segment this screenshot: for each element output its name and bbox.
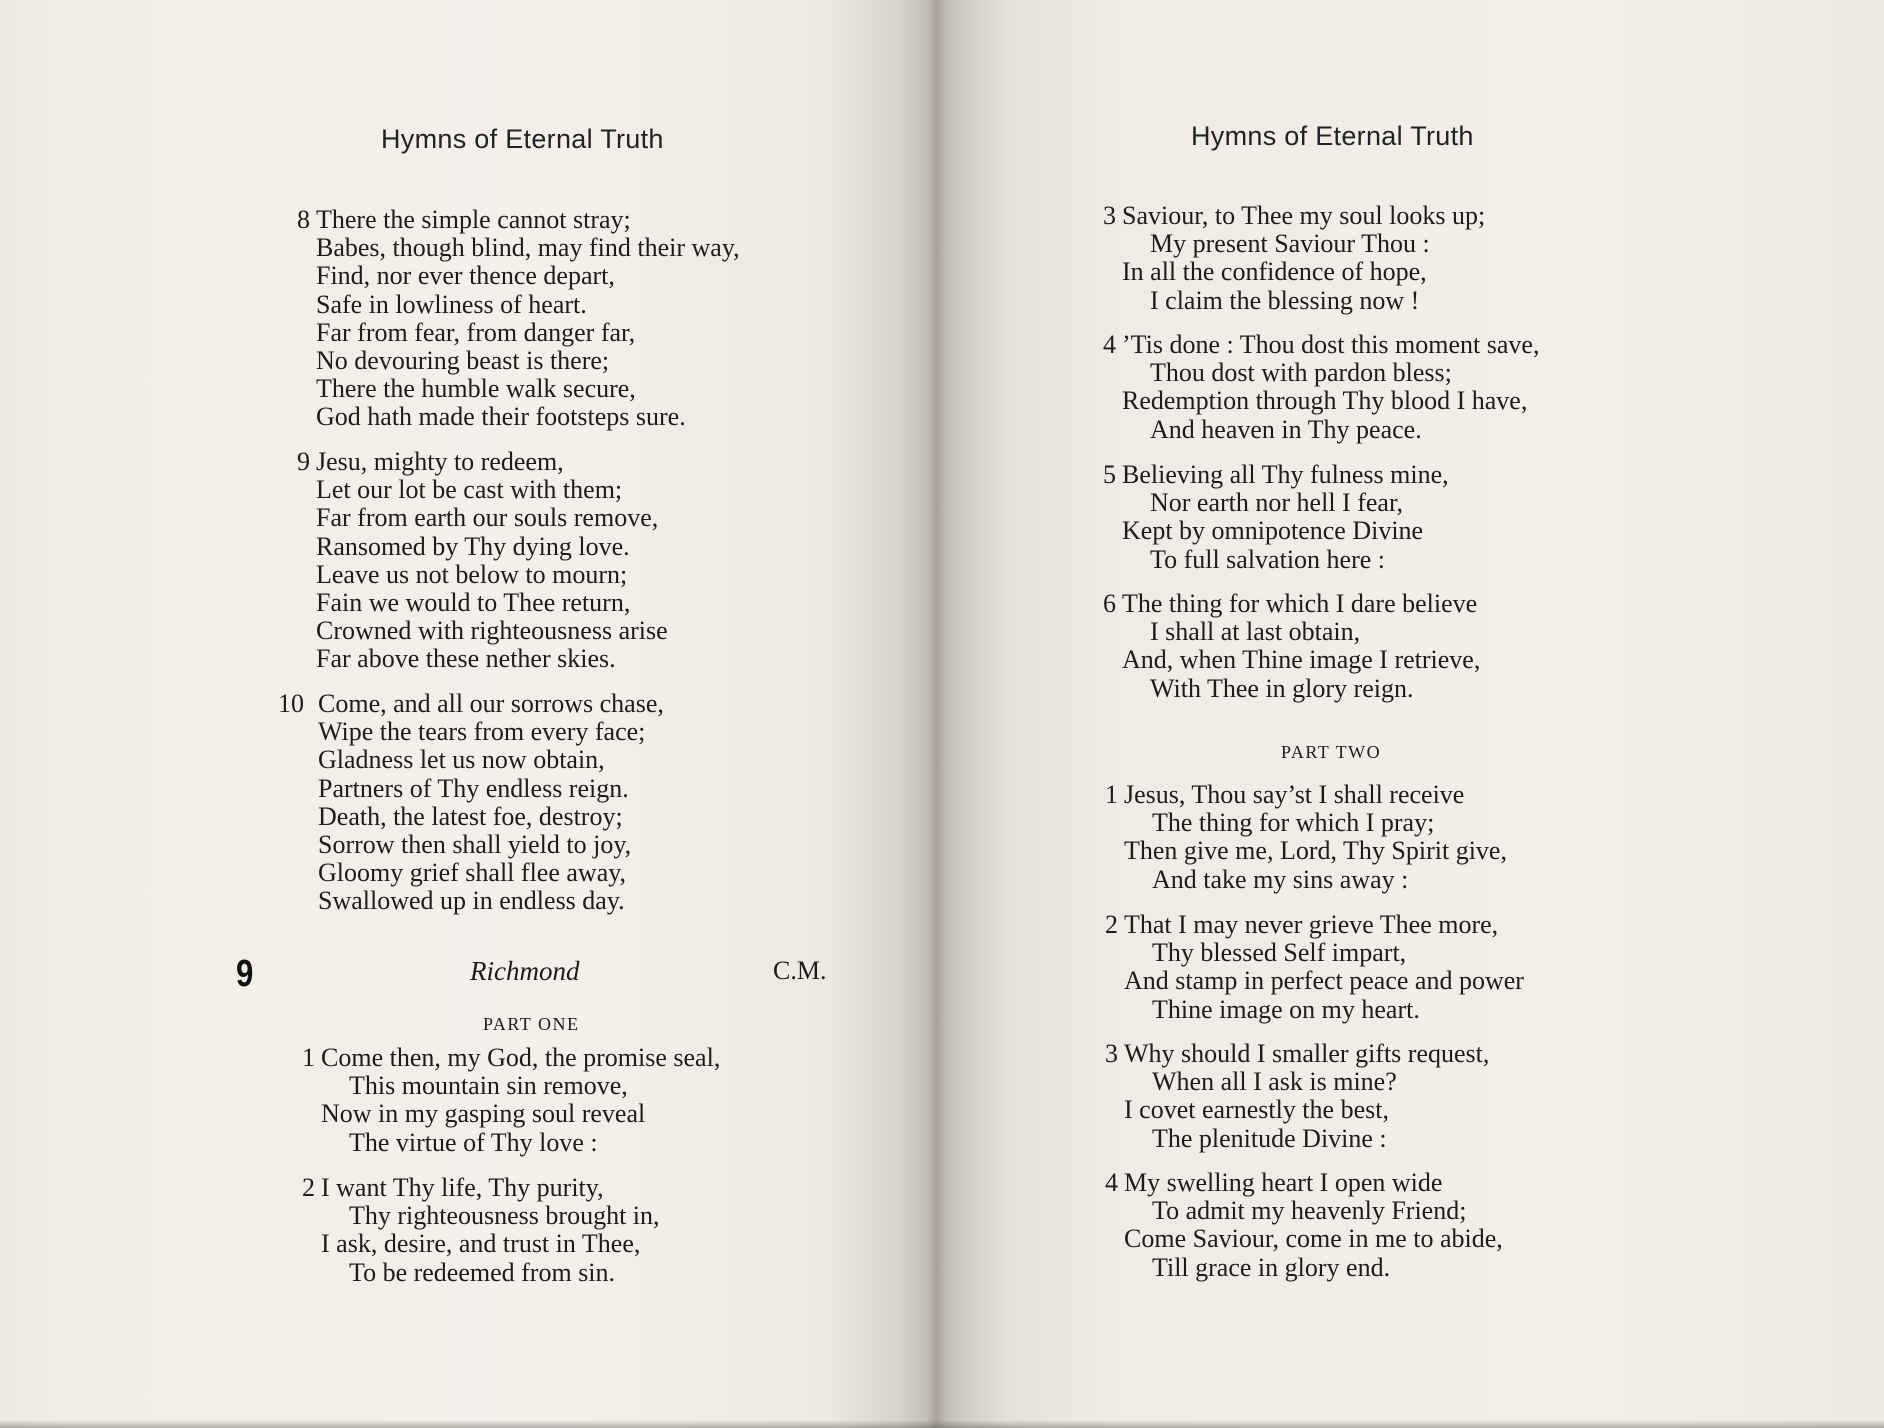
- verse-line: And stamp in perfect peace and power: [1124, 966, 1524, 996]
- verse: [1103, 589, 1481, 703]
- verse-line: Come Saviour, come in me to abide,: [1124, 1224, 1503, 1254]
- verse-line: The plenitude Divine :: [1152, 1123, 1387, 1153]
- verse-line: And, when Thine image I retrieve,: [1122, 645, 1481, 675]
- verse: [1103, 460, 1449, 574]
- verse-line: Let our lot be cast with them;: [316, 475, 623, 505]
- verse: [297, 447, 668, 674]
- running-head: Hymns of Eternal Truth: [1191, 121, 1474, 151]
- running-head: Hymns of Eternal Truth: [381, 124, 664, 154]
- verse-line: Kept by omnipotence Divine: [1122, 516, 1424, 546]
- verse: [1105, 780, 1507, 894]
- verse-line: This mountain sin remove,: [349, 1071, 628, 1101]
- verse-line: Ransomed by Thy dying love.: [316, 531, 630, 561]
- verse-line: There the humble walk secure,: [316, 374, 636, 404]
- verse-number: 4: [1105, 1168, 1118, 1197]
- verse-line: I covet earnestly the best,: [1124, 1095, 1389, 1125]
- verse-line: Partners of Thy endless reign.: [318, 773, 629, 803]
- verse-line: Far from earth our souls remove,: [316, 503, 659, 533]
- verse-line: Believing all Thy fulness mine,: [1122, 460, 1449, 489]
- verse-line: Far above these nether skies.: [316, 644, 616, 674]
- verse-line: That I may never grieve Thee more,: [1124, 910, 1499, 939]
- verse-line: Find, nor ever thence depart,: [316, 261, 615, 291]
- verse-line: Saviour, to Thee my soul looks up;: [1122, 201, 1486, 230]
- verse-line: My swelling heart I open wide: [1124, 1168, 1443, 1197]
- verse-number: 2: [302, 1173, 315, 1202]
- verse: [1103, 330, 1540, 444]
- verse-line: Death, the latest foe, destroy;: [318, 801, 623, 831]
- verse-line: God hath made their footsteps sure.: [316, 402, 686, 432]
- verse-line: No devouring beast is there;: [316, 346, 610, 376]
- verse: [302, 1173, 660, 1287]
- verse: [1105, 1168, 1503, 1282]
- verse-line: Crowned with righteousness arise: [316, 616, 668, 646]
- right-page: [936, 0, 1884, 1428]
- verse-number: 2: [1105, 910, 1118, 939]
- verse-line: I ask, desire, and trust in Thee,: [321, 1229, 641, 1259]
- verse: [297, 205, 740, 432]
- verse-line: Thy righteousness brought in,: [349, 1201, 660, 1231]
- verse-line: Babes, though blind, may find their way,: [316, 233, 740, 263]
- verse-number: 5: [1103, 460, 1116, 489]
- verse-line: Far from fear, from danger far,: [316, 317, 636, 347]
- verse-line: Gladness let us now obtain,: [318, 745, 605, 775]
- verse-number: 6: [1103, 589, 1116, 618]
- verse-line: I shall at last obtain,: [1150, 617, 1361, 647]
- verse-line: Fain we would to Thee return,: [316, 588, 631, 618]
- verse-line: Nor earth nor hell I fear,: [1150, 488, 1404, 518]
- verse-number: 8: [297, 205, 310, 234]
- verse-line: I want Thy life, Thy purity,: [321, 1173, 604, 1202]
- verse-line: To be redeemed from sin.: [349, 1257, 616, 1287]
- tune-name: Richmond: [470, 956, 580, 986]
- meter: C.M.: [773, 956, 827, 985]
- verse-line: The virtue of Thy love :: [349, 1127, 598, 1157]
- verse-number: 4: [1103, 330, 1116, 359]
- verse-line: Wipe the tears from every face;: [318, 717, 646, 747]
- verse-number: 9: [297, 447, 310, 476]
- verse: [302, 1043, 721, 1157]
- verse-line: Jesus, Thou say’st I shall receive: [1124, 780, 1465, 809]
- verse-line: Come then, my God, the promise seal,: [321, 1043, 721, 1072]
- verse-number: 3: [1105, 1039, 1118, 1068]
- verse-number: 10: [278, 689, 304, 718]
- verse-line: Then give me, Lord, Thy Spirit give,: [1124, 836, 1507, 866]
- verse-line: Till grace in glory end.: [1152, 1252, 1391, 1282]
- verse-line: And take my sins away :: [1152, 864, 1409, 894]
- verse-line: Safe in lowliness of heart.: [316, 289, 587, 319]
- hymn-number: 9: [236, 953, 254, 995]
- verse-line: Come, and all our sorrows chase,: [318, 689, 664, 718]
- verse-line: Redemption through Thy blood I have,: [1122, 386, 1528, 416]
- verse-line: ’Tis done : Thou dost this moment save,: [1122, 330, 1540, 359]
- verse-line: In all the confidence of hope,: [1122, 257, 1427, 287]
- verse-line: Now in my gasping soul reveal: [321, 1099, 646, 1129]
- verse-line: Thou dost with pardon bless;: [1150, 358, 1452, 388]
- verse: [1103, 201, 1486, 315]
- verse: [1105, 1039, 1490, 1153]
- verse: [1105, 910, 1524, 1024]
- verse-line: And heaven in Thy peace.: [1150, 414, 1422, 444]
- part-heading: PART ONE: [483, 1014, 580, 1034]
- verse-number: 1: [1105, 780, 1118, 809]
- verse-line: With Thee in glory reign.: [1150, 673, 1414, 703]
- verse: [278, 689, 664, 916]
- verse-line: Jesu, mighty to redeem,: [316, 447, 564, 476]
- verse-line: Swallowed up in endless day.: [318, 886, 625, 916]
- verse-number: 1: [302, 1043, 315, 1072]
- verse-line: The thing for which I pray;: [1152, 808, 1435, 838]
- verse-line: Sorrow then shall yield to joy,: [318, 830, 632, 860]
- verse-line: Thine image on my heart.: [1152, 994, 1420, 1024]
- verse-line: To full salvation here :: [1150, 544, 1386, 574]
- verse-line: The thing for which I dare believe: [1122, 589, 1478, 618]
- verse-line: Why should I smaller gifts request,: [1124, 1039, 1490, 1068]
- left-page: [0, 0, 936, 1428]
- verse-line: My present Saviour Thou :: [1150, 229, 1430, 259]
- verse-line: Thy blessed Self impart,: [1152, 938, 1407, 968]
- part-heading: PART TWO: [1281, 742, 1382, 762]
- verse-number: 3: [1103, 201, 1116, 230]
- verse-line: Leave us not below to mourn;: [316, 559, 628, 589]
- verse-line: Gloomy grief shall flee away,: [318, 858, 627, 888]
- verse-line: To admit my heavenly Friend;: [1152, 1196, 1467, 1226]
- verse-line: When all I ask is mine?: [1152, 1067, 1397, 1097]
- verse-line: I claim the blessing now !: [1150, 285, 1420, 315]
- verse-line: There the simple cannot stray;: [316, 205, 631, 234]
